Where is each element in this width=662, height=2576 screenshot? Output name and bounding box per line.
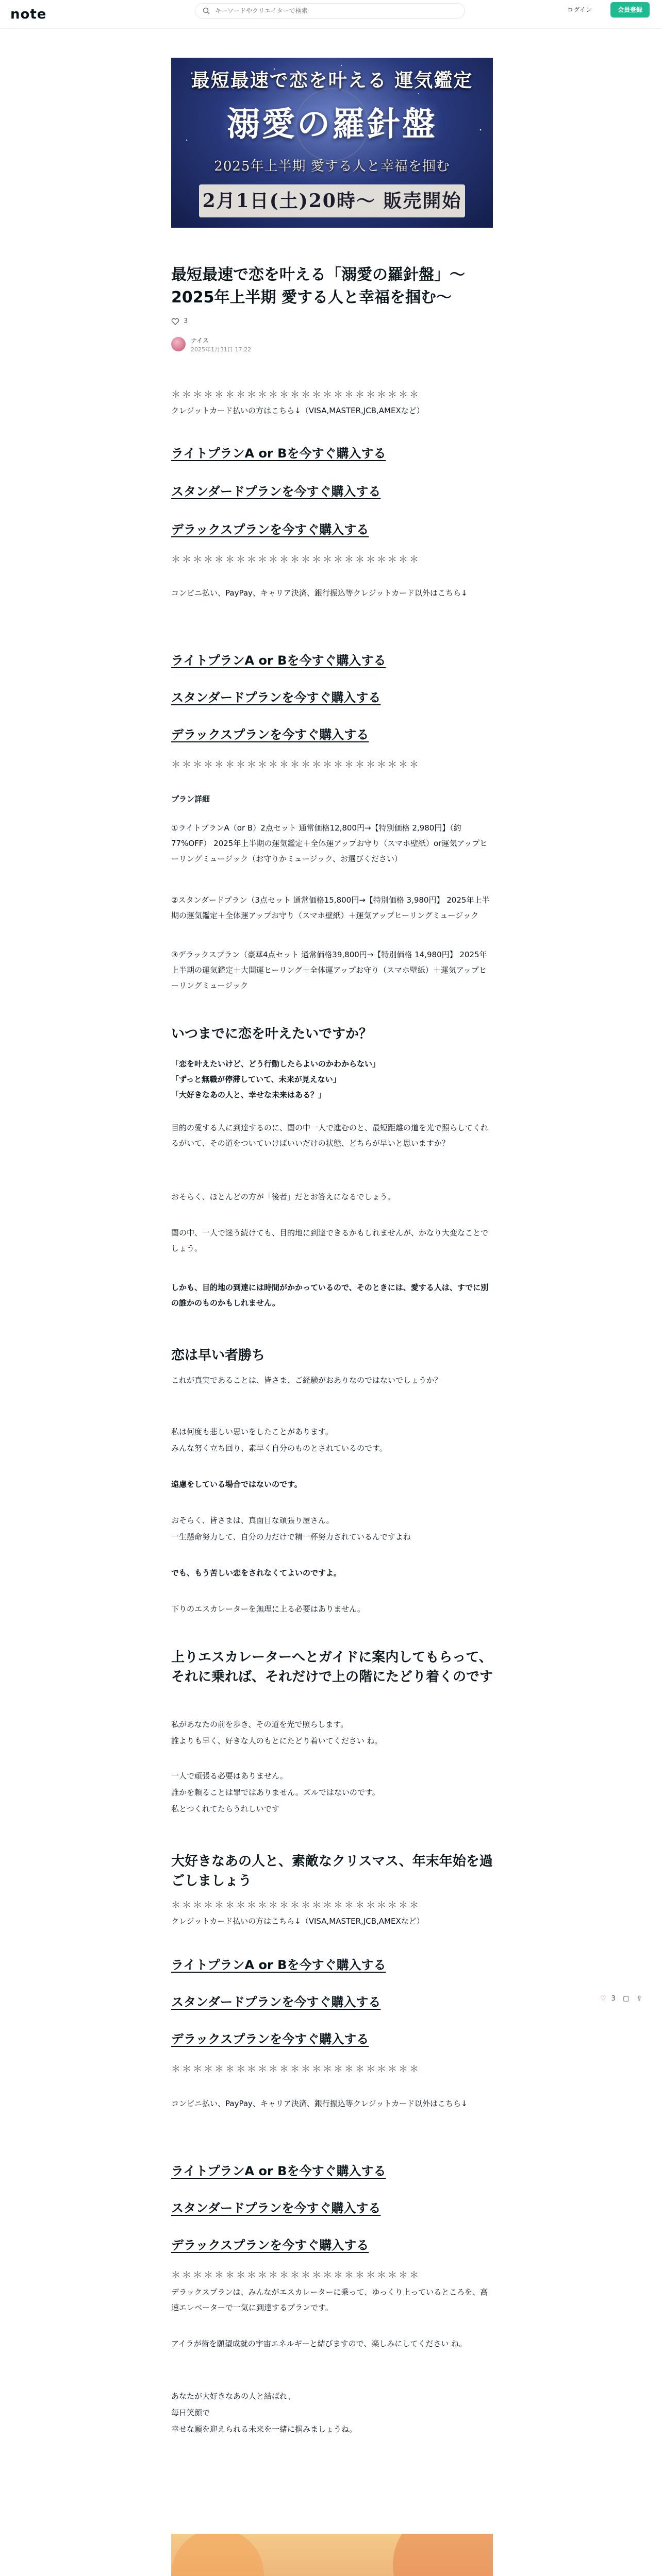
quote-3: 「大好きなあの人と、幸せな未来はある？」 [171, 1090, 326, 1099]
divider-stars: ＊＊＊＊＊＊＊＊＊＊＊＊＊＊＊＊＊＊＊＊＊＊＊ [171, 554, 420, 565]
paragraph: 一人で頑張る必要はありません。 [171, 1771, 288, 1781]
paragraph-emphasis: でも、もう苦しい恋をされなくてよいのですよ。 [171, 1568, 342, 1578]
paragraph: みんな努く立ち回り、素早く自分のものとされているのです。 [171, 1444, 387, 1453]
author-block[interactable] [171, 335, 493, 355]
paragraph: おそらく、ほとんどの方が「後者」だとお答えになるでしょう。 [171, 1192, 395, 1201]
buy-light-link[interactable]: ライトプランA or Bを今すぐ購入する [171, 2164, 386, 2178]
heading-early: 恋は早い者勝ち [171, 1348, 266, 1363]
paragraph: 毎日笑顔で [171, 2408, 210, 2417]
hero-tagline: 最短最速で恋を叶える 運気鑑定 [191, 70, 473, 91]
search-input[interactable] [215, 6, 457, 15]
paragraph: 幸せな願を迎えられる未来を一緒に掴みましょうね。 [171, 2425, 357, 2434]
couple-image [171, 2534, 493, 2576]
divider-stars: ＊＊＊＊＊＊＊＊＊＊＊＊＊＊＊＊＊＊＊＊＊＊＊ [171, 1900, 420, 1911]
top-bar [0, 0, 662, 29]
author-name[interactable]: ナイス [191, 337, 209, 344]
side-like-count: 3 [611, 1995, 616, 2003]
buy-standard-link[interactable]: スタンダードプランを今すぐ購入する [171, 2201, 381, 2215]
paragraph: あなたが大好きなあの人と結ばれ、 [171, 2392, 295, 2401]
search-box[interactable] [195, 3, 465, 19]
buy-deluxe-link[interactable]: デラックスプランを今すぐ購入する [171, 727, 369, 742]
card-note: クレジットカード払いの方はこちら↓（VISA,MASTER,JCB,AMEXなど） [171, 1917, 424, 1926]
comment-icon[interactable]: ▢ [623, 1995, 630, 2003]
paragraph: 下りのエスカレーターを無理に上る必要はありません。 [171, 1604, 365, 1614]
avatar[interactable] [171, 337, 186, 351]
paragraph: 私があなたの前を歩き、その道を光で照らします。 [171, 1720, 349, 1729]
like-count: 3 [184, 317, 188, 325]
buy-standard-link[interactable]: スタンダードプランを今すぐ購入する [171, 690, 381, 705]
paragraph: 誰よりも早く、好きな人のもとにたどり着いてください ね。 [171, 1736, 383, 1745]
side-heart-icon[interactable]: ♡ [600, 1995, 606, 2003]
hero-subtitle: 2025年上半期 愛する人と幸福を掴む [214, 159, 450, 174]
divider-stars: ＊＊＊＊＊＊＊＊＊＊＊＊＊＊＊＊＊＊＊＊＊＊＊ [171, 759, 420, 770]
plan-standard: ②スタンダードプラン（3点セット 通常価格15,800円→【特別価格 3,980円】 2025年上半期の運気鑑定＋全体運アップお守り（スマホ壁紙）＋運気アップヒーリングミュージック [171, 895, 490, 920]
paragraph: 私とつくれてたらうれしいです [171, 1804, 279, 1814]
hero-title: 溺愛の羅針盤 [227, 105, 437, 144]
paragraph: 私は何度も悲しい思いをしたことがあります。 [171, 1427, 333, 1436]
publish-date [191, 345, 251, 353]
article-title: 最短最速で恋を叶える「溺愛の羅針盤」〜2025年上半期 愛する人と幸福を掴む〜 [171, 266, 465, 307]
hero-release-date: 2月1日(土)20時〜 販売開始 [199, 184, 465, 217]
paragraph: おそらく、皆さまは、真面目な頑張り屋さん。 [171, 1516, 334, 1525]
share-icon[interactable]: ⇪ [636, 1995, 642, 2003]
other-payment-note: コンビニ払い、PayPay、キャリア決済、銀行振込等クレジットカード以外はこちら↓ [171, 2099, 468, 2108]
signup-button[interactable]: 会員登録 [610, 2, 650, 18]
heading-xmas: 大好きなあの人と、素敵なクリスマス、年末年始を過ごしましょう [171, 1854, 493, 1889]
note-logo[interactable]: note [10, 7, 47, 22]
buy-deluxe-link[interactable]: デラックスプランを今すぐ購入する [171, 522, 369, 537]
buy-deluxe-link[interactable]: デラックスプランを今すぐ購入する [171, 2238, 369, 2252]
plan-deluxe: ③デラックスプラン（豪華4点セット 通常価格39,800円→【特別価格 14,980円】 2025年上半期の運気鑑定＋大開運ヒーリング＋全体運アップお守り（スマホ壁紙）＋運気アップヒーリングミュージック [171, 950, 487, 990]
like-counter[interactable] [171, 317, 493, 325]
paragraph: 誰かを頼ることは罪ではありません。ズルではないのです。 [171, 1788, 380, 1797]
divider-stars: ＊＊＊＊＊＊＊＊＊＊＊＊＊＊＊＊＊＊＊＊＊＊＊ [171, 2064, 420, 2075]
paragraph: これが真実であることは、皆さま、ご経験がおありなのではないでしょうか？ [171, 1376, 442, 1385]
card-note: クレジットカード払いの方はこちら↓（VISA,MASTER,JCB,AMEXなど） [171, 406, 424, 415]
publish-date-text: 2025年1月31日 17:22 [191, 346, 252, 353]
couple-illustration [171, 2534, 493, 2576]
paragraph-emphasis: 遠慮をしている場合ではないのです。 [171, 1480, 302, 1489]
buy-standard-link[interactable]: スタンダードプランを今すぐ購入する [171, 1995, 381, 2009]
search-icon [203, 7, 210, 14]
heading-escalator: 上りエスカレーターへとガイドに案内してもらって、それに乗れば、それだけで上の階にたどり着くのです [171, 1650, 493, 1685]
paragraph: 目的の愛する人に到達するのに、闇の中一人で進むのと、最短距離の道を光で照らしてくれるがいて、その道をついていけばいいだけの状態、どちらが早いと思いますか？ [171, 1123, 489, 1148]
divider-stars: ＊＊＊＊＊＊＊＊＊＊＊＊＊＊＊＊＊＊＊＊＊＊＊ [171, 389, 420, 400]
quote-1: 「恋を叶えたいけど、どう行動したらよいのかわからない」 [171, 1059, 380, 1069]
plan-light: ①ライトプランA（or B）2点セット 通常価格12,800円→【特別価格 2,980円】（約77%OFF） 2025年上半期の運気鑑定＋全体運アップお守り（スマホ壁紙）or運気アップヒーリングミュージック（お守りかミュージック、お選びください） [171, 823, 488, 863]
other-payment-note: コンビニ払い、PayPay、キャリア決済、銀行振込等クレジットカード以外はこちら↓ [171, 588, 468, 598]
login-link[interactable]: ログイン [567, 6, 592, 13]
paragraph: 一生懸命努力して、自分の力だけで精一杯努力されているんですよね [171, 1532, 411, 1541]
side-actions [600, 1995, 647, 2003]
paragraph: アイラが術を願望成就の宇宙エネルギーと結びますので、楽しみにしてください ね。 [171, 2339, 467, 2348]
hero-banner [171, 58, 493, 228]
buy-light-link[interactable]: ライトプランA or Bを今すぐ購入する [171, 446, 386, 461]
quote-2: 「ずっと無職が停滞していて、未来が見えない」 [171, 1075, 341, 1084]
plan-heading: プラン詳細 [171, 794, 210, 804]
paragraph-emphasis: しかも、目的地の到達には時間がかかっているので、そのときには、愛する人は、すでに別の誰かのものかもしれません。 [171, 1283, 489, 1308]
heart-icon[interactable] [171, 318, 179, 325]
heading-when: いつまでに恋を叶えたいですか？ [171, 1026, 373, 1042]
paragraph: 闇の中、一人で迷う続けても、目的地に到達できるかもしれませんが、かなり大変なことでしょう。 [171, 1228, 489, 1253]
buy-standard-link[interactable]: スタンダードプランを今すぐ購入する [171, 484, 381, 499]
buy-light-link[interactable]: ライトプランA or Bを今すぐ購入する [171, 1958, 386, 1972]
buy-light-link[interactable]: ライトプランA or Bを今すぐ購入する [171, 653, 386, 668]
divider-stars: ＊＊＊＊＊＊＊＊＊＊＊＊＊＊＊＊＊＊＊＊＊＊＊ [171, 2270, 420, 2281]
paragraph: デラックスプランは、みんながエスカレーターに乗って、ゆっくり上っているところを、高速エレベーターで一気に到達するプランです。 [171, 2287, 488, 2312]
buy-deluxe-link[interactable]: デラックスプランを今すぐ購入する [171, 2032, 369, 2046]
